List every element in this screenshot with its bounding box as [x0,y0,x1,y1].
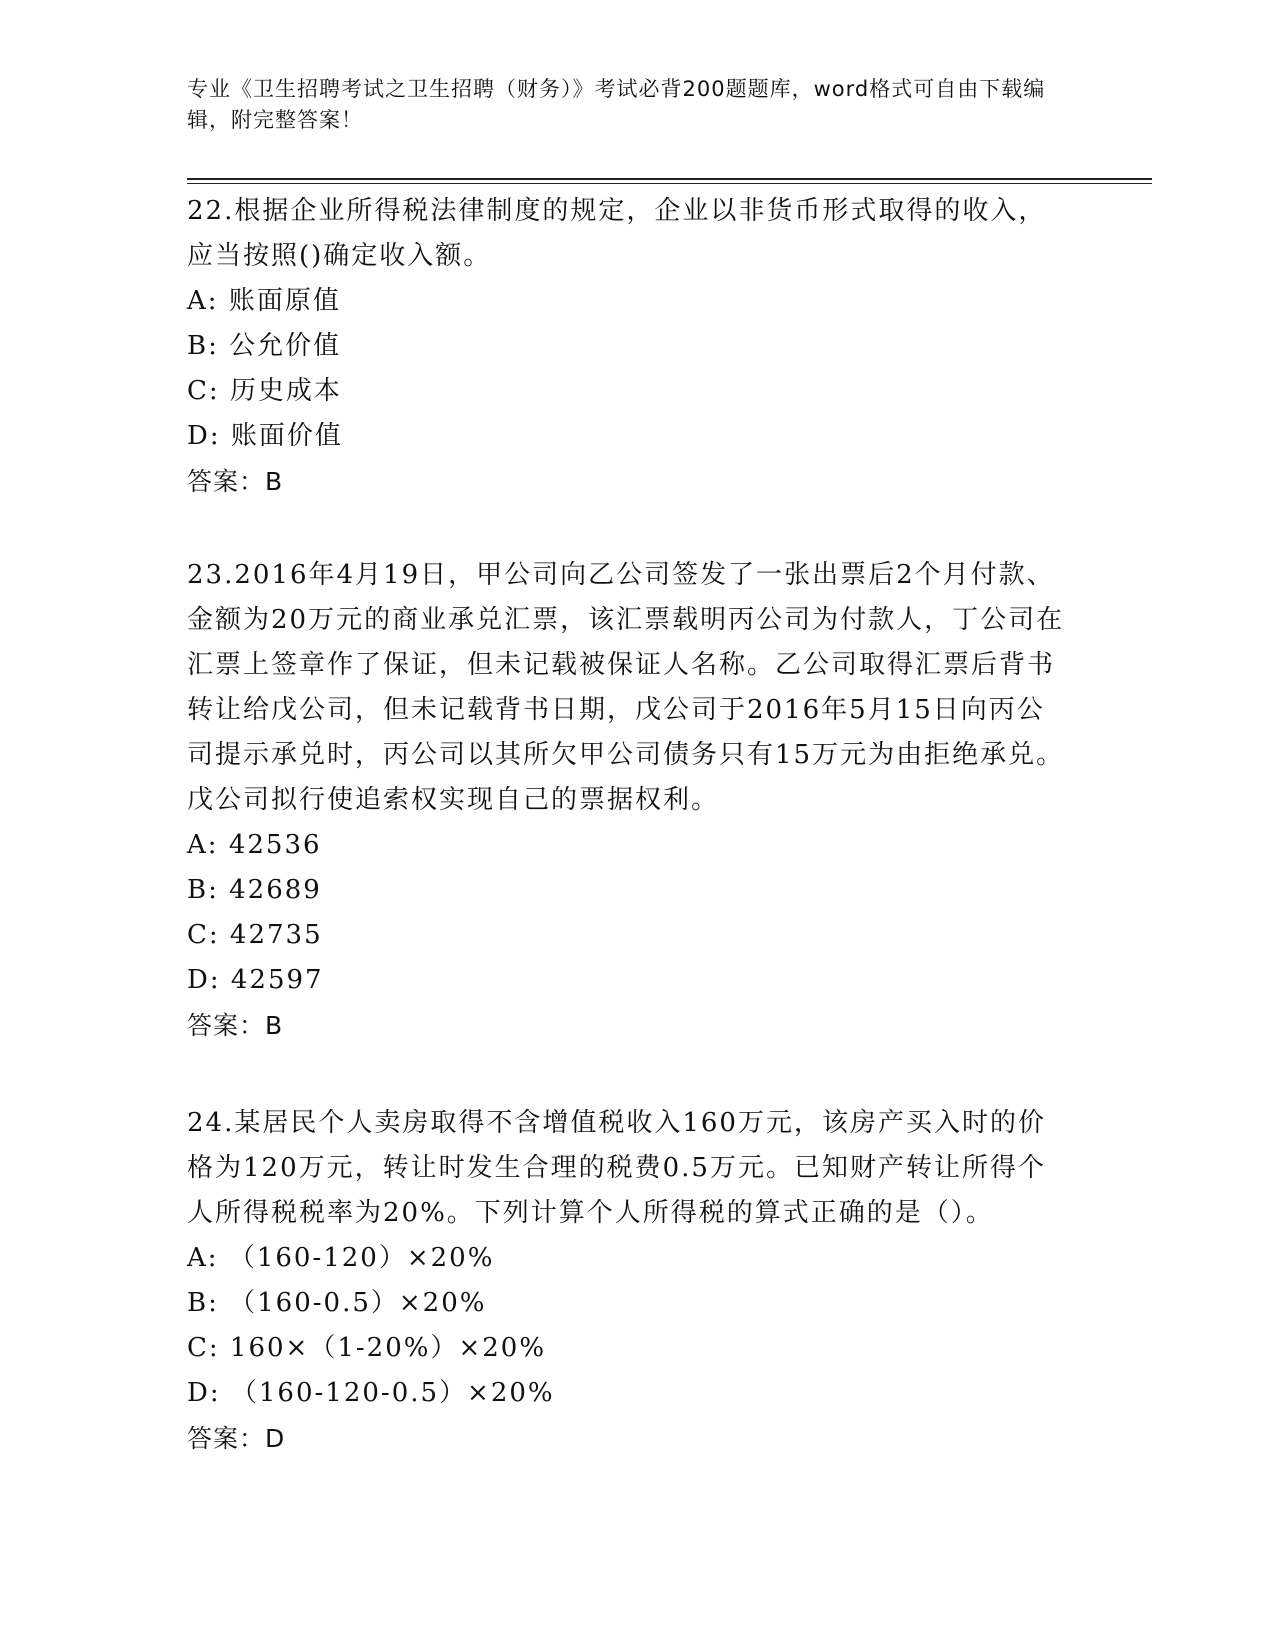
option-c [187,913,1067,958]
option-label: A: [187,1243,219,1273]
answer-line: 答案：D [187,1424,286,1453]
question-block [187,189,1067,504]
option-text: 160×（1-20%）×20% [229,1333,547,1363]
option-text: 42597 [230,965,324,995]
option-b [187,868,1067,913]
question-stem: 24.某居民个人卖房取得不含增值税收入160万元，该房产买入时的价格为120万元，转让时发生合理的税费0.5万元。已知财产转让所得个人所得税税率为20%。下列计算个人所得税的算式正确的是（）。 [187,1108,1046,1228]
option-text: 42536 [228,830,322,860]
question-block [187,553,1067,1048]
option-text: 账面原值 [228,286,341,316]
option-label: B: [187,875,219,905]
option-label: A: [187,286,219,316]
header-divider-thin [187,183,1152,184]
option-text: 公允价值 [229,331,342,361]
question-block [187,1101,1067,1461]
answer-line: 答案：B [187,467,284,496]
answer-line: 答案：B [187,1011,284,1040]
option-c [187,1326,1067,1371]
option-text: （160-0.5）×20% [229,1288,487,1318]
option-label: C: [187,920,220,950]
page-header: 专业《卫生招聘考试之卫生招聘（财务）》考试必背200题题库，word格式可自由下载编辑，附完整答案！ [187,77,1046,132]
option-d [187,1371,1067,1416]
header-divider-thick [187,178,1152,180]
option-label: D: [187,421,221,451]
question-stem: 23.2016年4月19日，甲公司向乙公司签发了一张出票后2个月付款、金额为20万元的商业承兑汇票，该汇票载明丙公司为付款人，丁公司在汇票上签章作了保证，但未记载被保证人名称。乙公司取得汇票后背书转让给戊公司，但未记载背书日期，戊公司于2016年5月15日向丙公司提示承兑时，丙公司以其所欠甲公司债务只有15万元为由拒绝承兑。戊公司拟行使追索权实现自己的票据权利。 [187,560,1065,815]
option-text: 42689 [229,875,322,905]
option-d [187,414,1067,459]
option-label: B: [187,331,219,361]
question-stem: 22.根据企业所得税法律制度的规定，企业以非货币形式取得的收入，应当按照()确定收入额。 [187,196,1047,271]
option-label: C: [187,1333,220,1363]
option-label: D: [187,1378,221,1408]
option-d [187,958,1067,1003]
option-label: C: [187,376,220,406]
option-b [187,1281,1067,1326]
option-a [187,1236,1067,1281]
option-b [187,324,1067,369]
option-text: 42735 [229,920,323,950]
option-label: D: [187,965,221,995]
option-text: （160-120-0.5）×20% [230,1378,555,1408]
option-a [187,823,1067,868]
option-a [187,279,1067,324]
option-label: B: [187,1288,219,1318]
option-text: 历史成本 [229,376,342,406]
option-label: A: [187,830,219,860]
option-c [187,369,1067,414]
option-text: 账面价值 [230,421,343,451]
option-text: （160-120）×20% [228,1243,495,1273]
